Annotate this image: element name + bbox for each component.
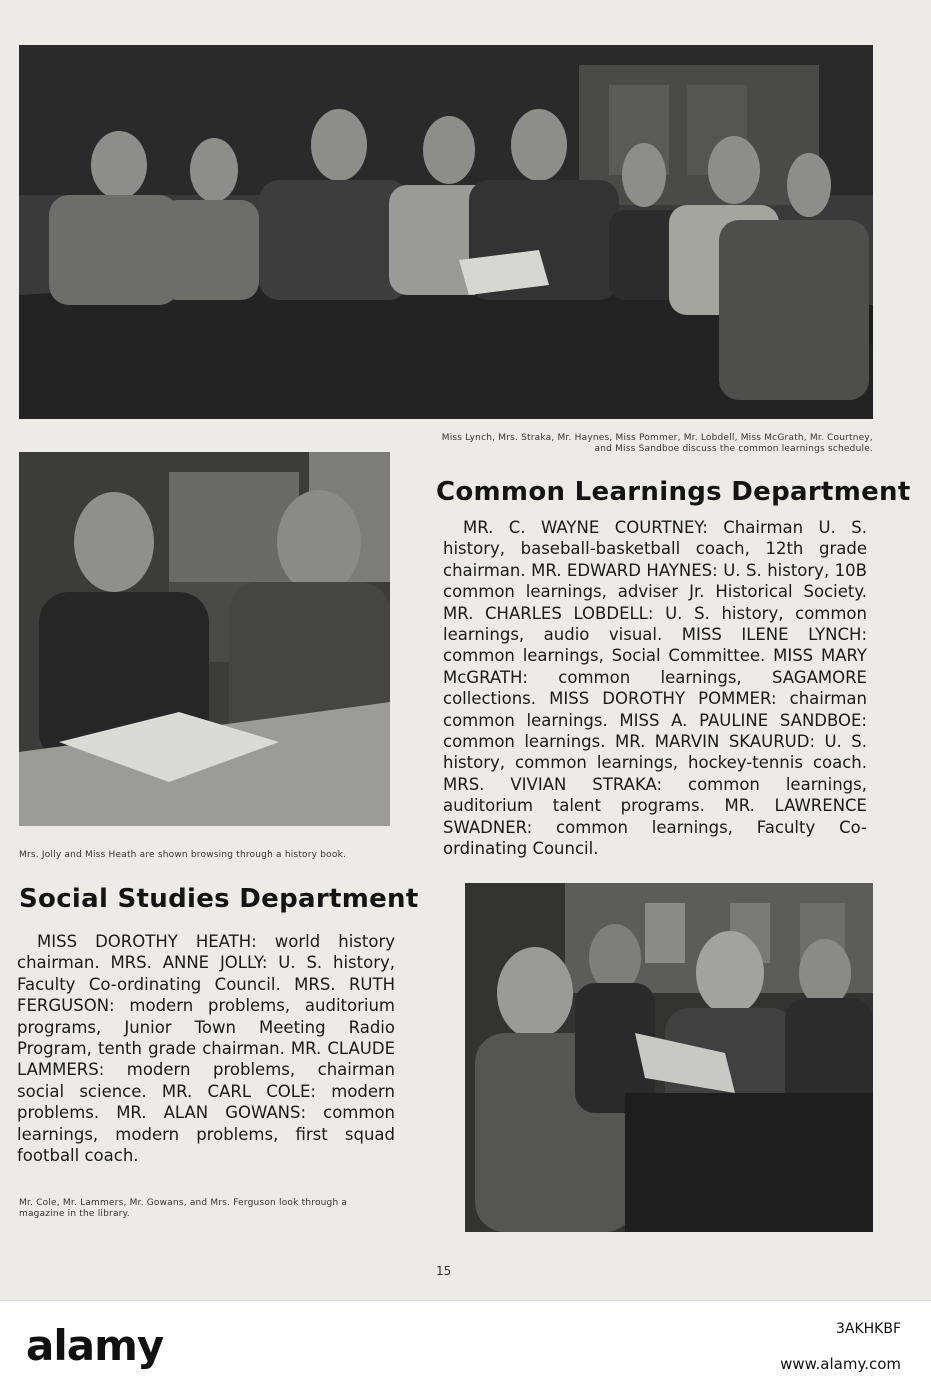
social-studies-heading: Social Studies Department xyxy=(19,884,419,914)
footer-bar xyxy=(0,1300,931,1391)
image-id xyxy=(836,1321,901,1337)
bottom-group-photo xyxy=(465,883,873,1232)
middle-photo-drawing xyxy=(19,452,390,826)
image-id-value: 3AKHKBF xyxy=(835,1321,901,1337)
brand-logo: alamy xyxy=(26,1321,164,1370)
site-url: www.alamy.com xyxy=(780,1355,901,1373)
page-number: 15 xyxy=(436,1264,452,1278)
top-group-photo xyxy=(19,45,873,419)
social-studies-body: MISS DOROTHY HEATH: world history chairman. MRS. ANNE JOLLY: U. S. history, Faculty Co-ordinating Council. MRS. RUTH FERGUSON: modern problems, auditorium programs, Junior Town Meeting Radio Program, tenth grade chairman. MR. CLAUDE LAMMERS: modern problems, chairman social science. MR. CARL COLE: modern problems. MR. ALAN GOWANS: common learnings, modern problems, first squad football coach. xyxy=(17,932,395,1166)
middle-photo-caption: Mrs. Jolly and Miss Heath are shown browsing through a history book. xyxy=(19,850,347,860)
bottom-photo-drawing xyxy=(465,883,873,1232)
top-photo-caption: Miss Lynch, Mrs. Straka, Mr. Haynes, Miss Pommer, Mr. Lobdell, Miss McGrath, Mr. Courtney, and Miss Sandboe discuss the common learnings schedule. xyxy=(441,433,873,454)
middle-duo-photo xyxy=(19,452,390,826)
common-learnings-heading: Common Learnings Department xyxy=(436,477,911,507)
top-photo-drawing xyxy=(19,45,873,419)
bottom-photo-caption: Mr. Cole, Mr. Lammers, Mr. Gowans, and Mrs. Ferguson look through a magazine in the library. xyxy=(19,1198,348,1219)
common-learnings-body: MR. C. WAYNE COURTNEY: Chairman U. S. history, baseball-basketball coach, 12th grade chairman. MR. EDWARD HAYNES: U. S. history, 10B common learnings, adviser Jr. Historical Society. MR. CHARLES LOBDELL: U. S. history, common learnings, audio visual. MISS ILENE LYNCH: common learnings, Social Committee. MISS MARY McGRATH: common learnings, SAGAMORE collections. MISS DOROTHY POMMER: chairman common learnings. MISS A. PAULINE SANDBOE: common learnings. MR. MARVIN SKAURUD: U. S. history, common learnings, hockey-tennis coach. MRS. VIVIAN STRAKA: common learnings, auditorium talent programs. MR. LAWRENCE SWADNER: common learnings, Faculty Co-ordinating Council. xyxy=(443,518,867,859)
